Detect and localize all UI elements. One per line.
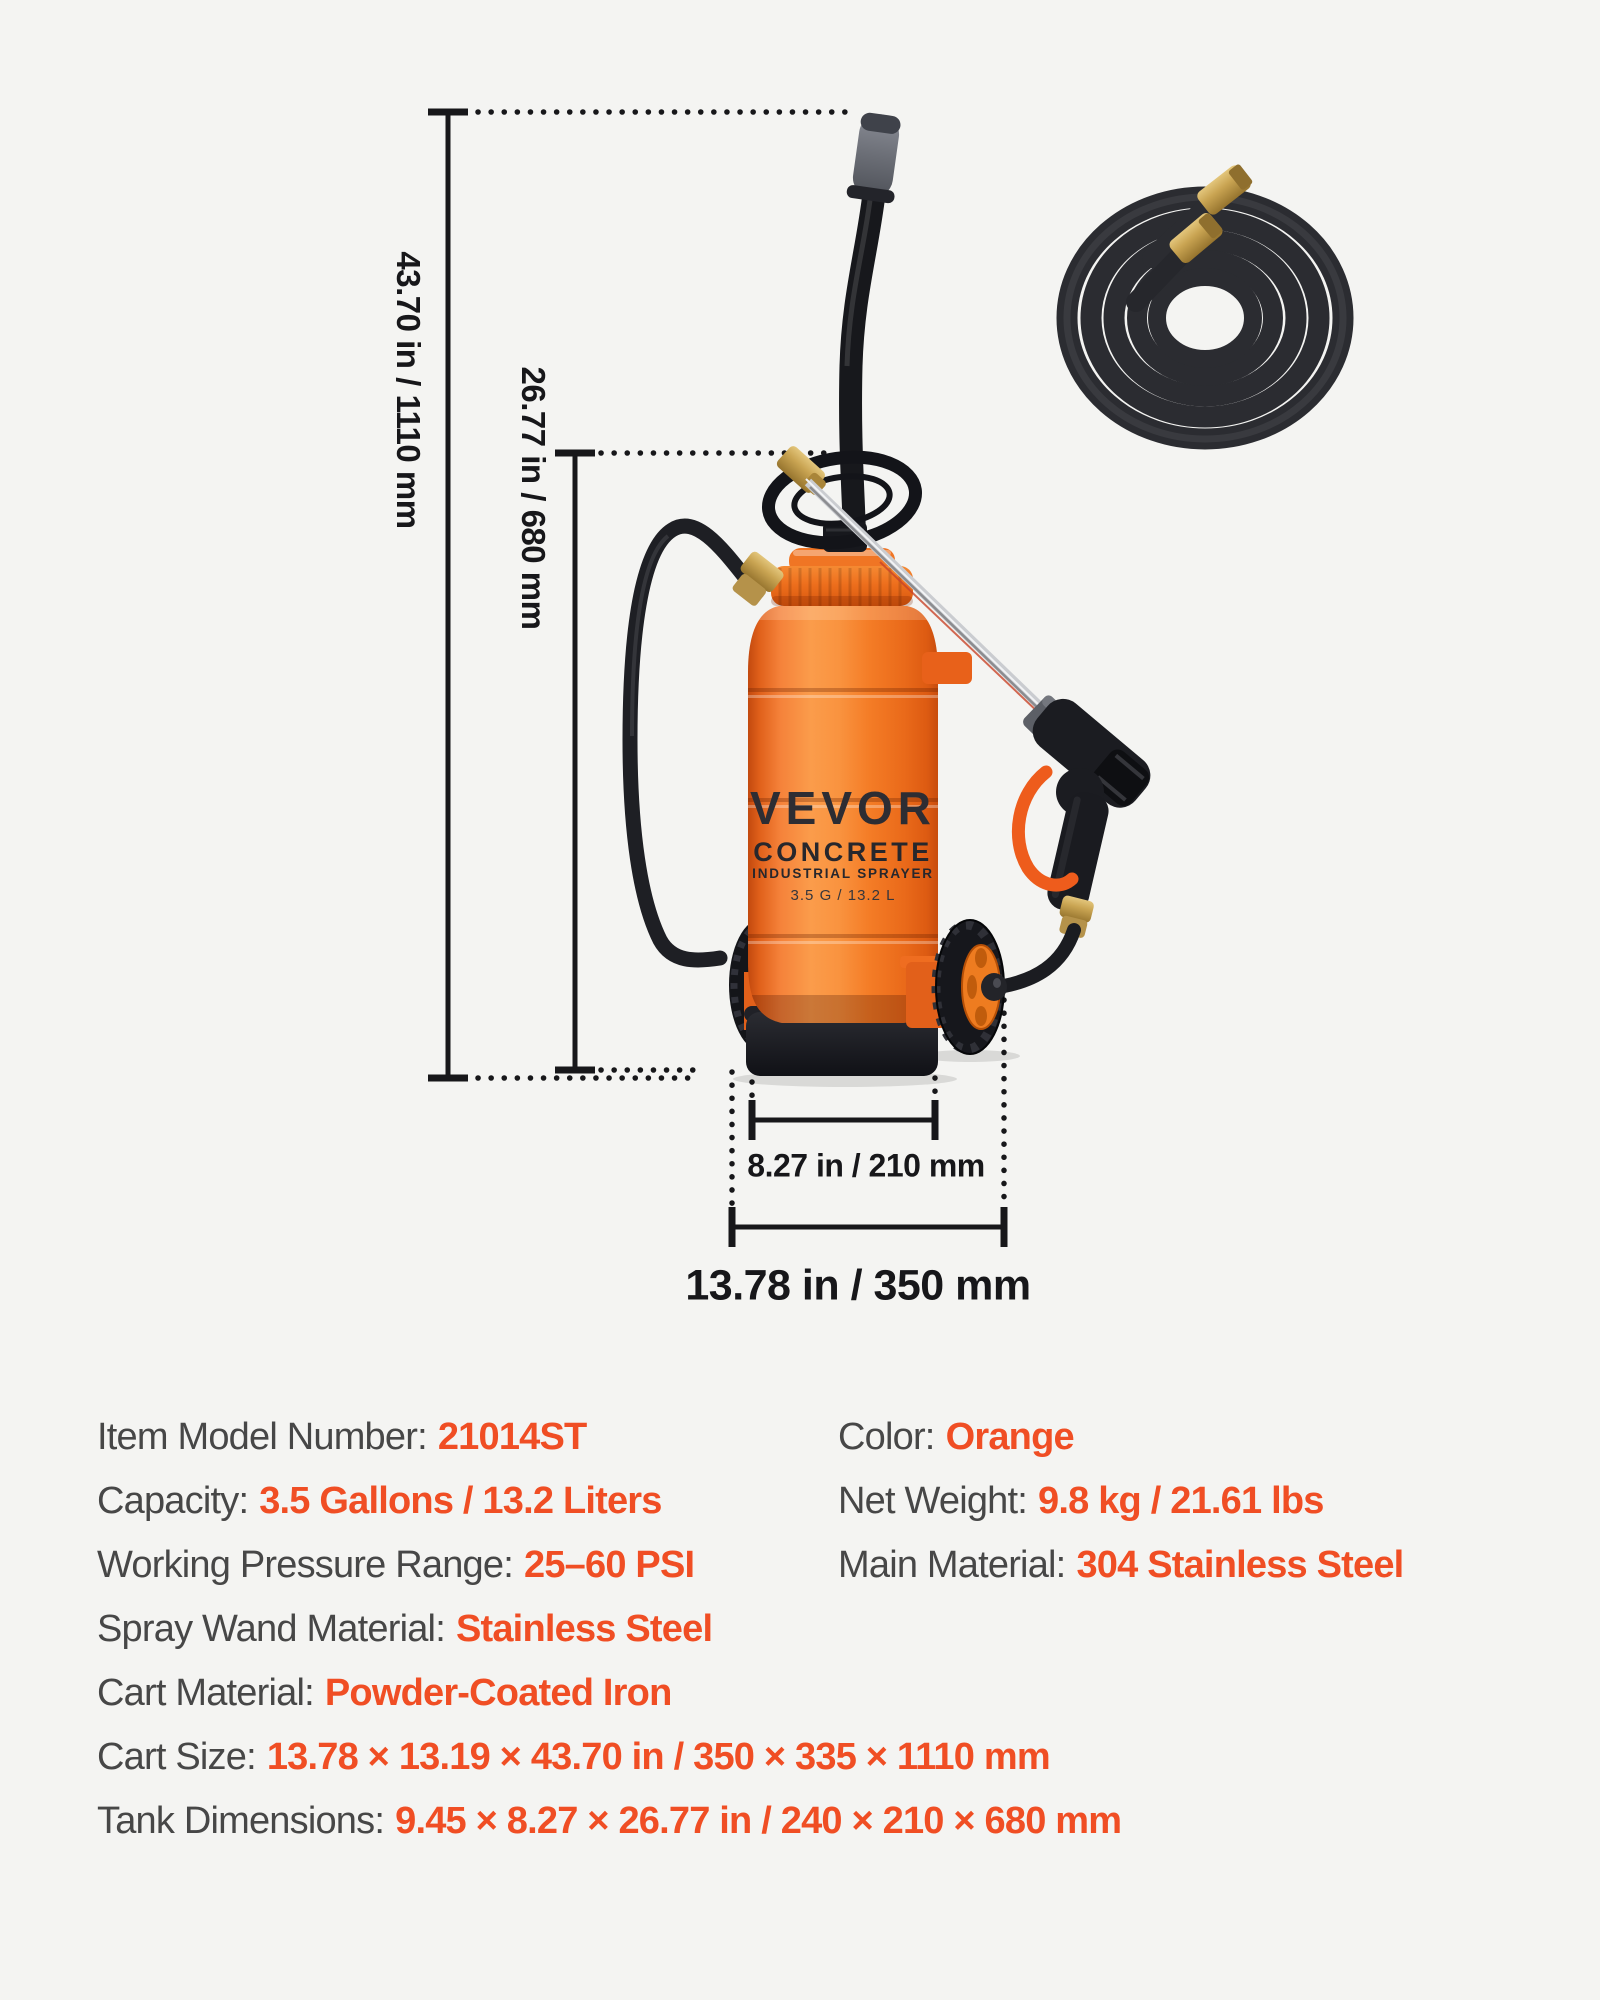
coiled-hose — [1067, 162, 1343, 439]
spec-row-main-material — [838, 1533, 1403, 1597]
tank-label-line1: CONCRETE — [753, 837, 933, 867]
dim-label-cart-width: 13.78 in / 350 mm — [685, 1261, 1031, 1310]
spec-value: 25–60 PSI — [523, 1544, 695, 1586]
tank-side-tab — [922, 652, 972, 684]
wheel-axle — [981, 973, 1007, 1001]
tank-capacity-text: 3.5 G / 13.2 L — [790, 887, 896, 904]
spec-row-wand-material — [97, 1597, 1121, 1661]
spec-list-right — [838, 1405, 1403, 1597]
spec-value: 21014ST — [437, 1416, 587, 1458]
spec-label: Cart Material: — [97, 1672, 314, 1714]
spec-value: Powder-Coated Iron — [324, 1672, 672, 1714]
spec-label: Item Model Number: — [97, 1416, 427, 1458]
spec-row-color — [838, 1405, 1403, 1469]
spray-gun — [1004, 691, 1159, 986]
spec-value: Orange — [945, 1416, 1074, 1458]
spec-label: Cart Size: — [97, 1736, 256, 1778]
spec-label: Capacity: — [97, 1480, 249, 1522]
gun-hose — [1004, 930, 1074, 986]
spec-value: 13.78 × 13.19 × 43.70 in / 350 × 335 × 1110 mm — [266, 1736, 1050, 1778]
spec-row-weight — [838, 1469, 1403, 1533]
spec-label: Working Pressure Range: — [97, 1544, 513, 1586]
dim-label-tank-width: 8.27 in / 210 mm — [747, 1147, 985, 1184]
spec-value: 9.8 kg / 21.61 lbs — [1038, 1480, 1324, 1522]
spec-row-tank-dimensions — [97, 1789, 1121, 1853]
spec-label: Spray Wand Material: — [97, 1608, 445, 1650]
spec-label: Tank Dimensions: — [97, 1800, 385, 1842]
spec-value: 3.5 Gallons / 13.2 Liters — [259, 1480, 662, 1522]
spec-label: Color: — [838, 1416, 935, 1458]
dim-label-cart-height: 43.70 in / 1110 mm — [390, 251, 427, 529]
spec-label: Main Material: — [838, 1544, 1066, 1586]
spec-row-cart-material — [97, 1661, 1121, 1725]
handle-grip — [846, 111, 906, 204]
dim-label-tank-height: 26.77 in / 680 mm — [515, 366, 552, 630]
spec-value: 304 Stainless Steel — [1076, 1544, 1404, 1586]
tank-label-line2: INDUSTRIAL SPRAYER — [752, 866, 934, 881]
cart-handle — [846, 111, 906, 552]
spec-value: Stainless Steel — [455, 1608, 713, 1650]
spec-label: Net Weight: — [838, 1480, 1028, 1522]
tank-brand-text: VEVOR — [749, 782, 937, 834]
spec-row-cart-size — [97, 1725, 1121, 1789]
spec-value: 9.45 × 8.27 × 26.77 in / 240 × 210 × 680 mm — [395, 1800, 1122, 1842]
